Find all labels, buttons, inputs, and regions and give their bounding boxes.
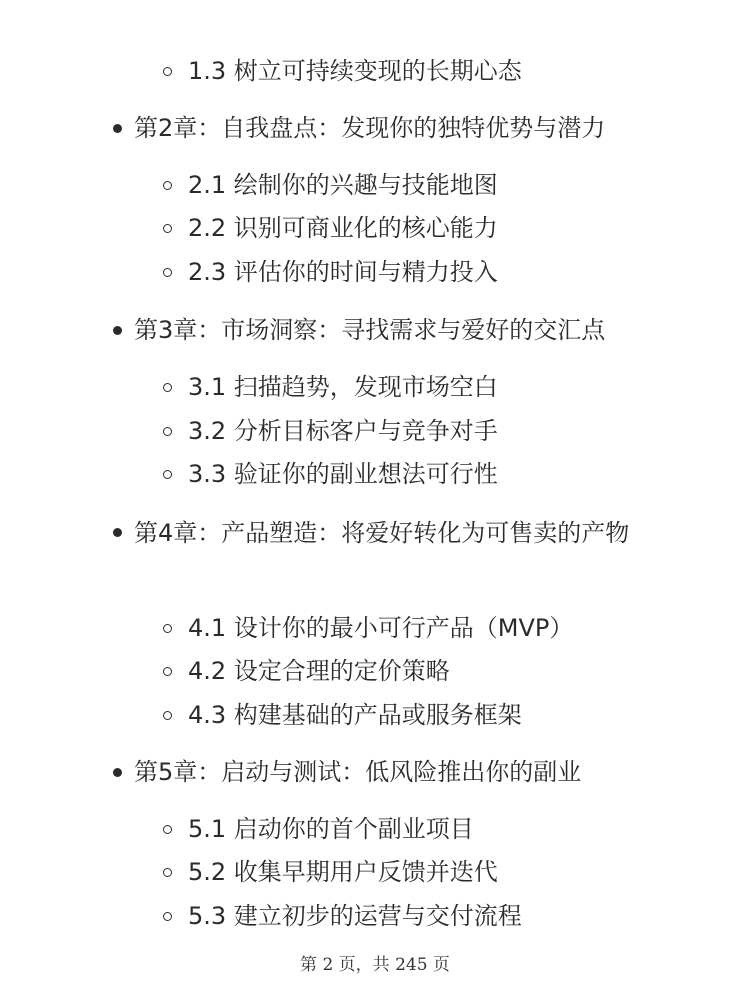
hollow-bullet-icon (163, 383, 172, 392)
toc-chapter-label: 第5章：启动与测试：低风险推出你的副业 (134, 758, 582, 786)
hollow-bullet-icon (163, 427, 172, 436)
toc-section-label: 4.1 设计你的最小可行产品（MVP） (188, 614, 574, 642)
toc-section-label: 4.3 构建基础的产品或服务框架 (188, 701, 522, 729)
filled-bullet-icon (113, 528, 122, 537)
toc-section-label: 3.3 验证你的副业想法可行性 (188, 460, 498, 488)
toc-chapter-label: 第4章：产品塑造：将爱好转化为可售卖的产物 (134, 519, 630, 547)
hollow-bullet-icon (163, 667, 172, 676)
filled-bullet-icon (113, 326, 122, 335)
toc-section-label: 3.2 分析目标客户与竞争对手 (188, 417, 498, 445)
hollow-bullet-icon (163, 624, 172, 633)
hollow-bullet-icon (163, 224, 172, 233)
hollow-bullet-icon (163, 825, 172, 834)
toc-chapter-label: 第2章：自我盘点：发现你的独特优势与潜力 (134, 114, 606, 142)
filled-bullet-icon (113, 124, 122, 133)
toc-section-label: 2.3 评估你的时间与精力投入 (188, 258, 498, 286)
toc-section-label: 5.1 启动你的首个副业项目 (188, 815, 474, 843)
toc-section-label: 2.2 识别可商业化的核心能力 (188, 214, 498, 242)
toc-section-label: 2.1 绘制你的兴趣与技能地图 (188, 171, 498, 199)
toc-chapter-label: 第3章：市场洞察：寻找需求与爱好的交汇点 (134, 316, 606, 344)
toc-section-label: 5.2 收集早期用户反馈并迭代 (188, 858, 498, 886)
page-number-footer: 第 2 页，共 245 页 (300, 955, 450, 975)
toc-section-label: 1.3 树立可持续变现的长期心态 (188, 57, 522, 85)
toc-section-label: 3.1 扫描趋势，发现市场空白 (188, 373, 498, 401)
toc-section-label: 4.2 设定合理的定价策略 (188, 657, 450, 685)
hollow-bullet-icon (163, 67, 172, 76)
hollow-bullet-icon (163, 181, 172, 190)
hollow-bullet-icon (163, 912, 172, 921)
filled-bullet-icon (113, 768, 122, 777)
toc-section-label: 5.3 建立初步的运营与交付流程 (188, 902, 522, 930)
hollow-bullet-icon (163, 868, 172, 877)
hollow-bullet-icon (163, 268, 172, 277)
hollow-bullet-icon (163, 711, 172, 720)
hollow-bullet-icon (163, 470, 172, 479)
